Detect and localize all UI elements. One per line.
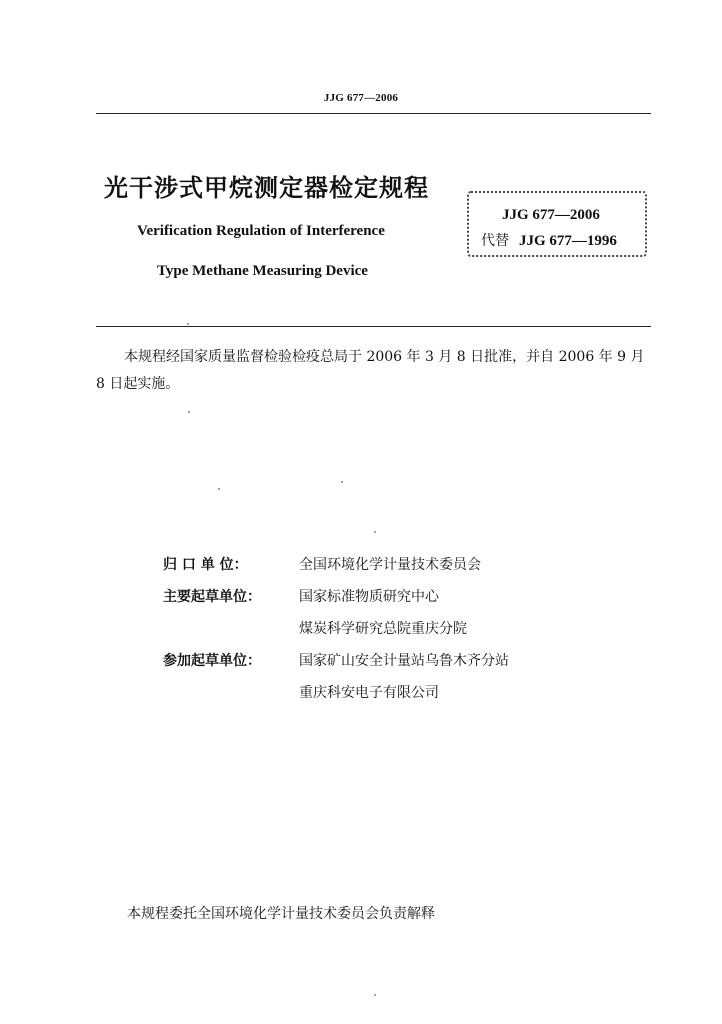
unit-row	[163, 548, 583, 580]
unit-value: 国家矿山安全计量站乌鲁木齐分站	[299, 653, 509, 669]
header-rule	[96, 113, 651, 114]
title-english-line1: Verification Regulation of Interference	[137, 223, 385, 239]
scan-speck	[218, 488, 220, 490]
standard-code: JJG 677—2006	[502, 207, 600, 223]
approval-statement: 本规程经国家质量监督检验检疫总局于 2006 年 3 月 8 日批准，并自 2006 年 9 月 8 日起实施。	[96, 349, 645, 392]
unit-row	[163, 612, 583, 644]
unit-row	[163, 644, 583, 676]
unit-label: 参加起草单位：	[163, 653, 261, 669]
scan-speck	[187, 323, 189, 325]
interpretation-note: 本规程委托全国环境化学计量技术委员会负责解释	[127, 906, 435, 922]
unit-label: 主要起草单位：	[163, 589, 261, 605]
unit-value: 国家标准物质研究中心	[299, 589, 439, 605]
scan-speck	[374, 531, 376, 533]
unit-label: 归 口 单 位：	[163, 557, 248, 573]
replaces-label: 代替	[481, 233, 509, 249]
title-english-line2: Type Methane Measuring Device	[157, 263, 368, 279]
drafting-units	[163, 548, 583, 708]
section-rule	[96, 326, 651, 327]
scan-speck	[188, 411, 190, 413]
unit-value: 煤炭科学研究总院重庆分院	[299, 621, 467, 637]
scan-speck	[341, 481, 343, 483]
running-header-code: JJG 677—2006	[323, 92, 399, 104]
replaces-line	[481, 230, 617, 250]
title-chinese: 光干涉式甲烷测定器检定规程	[104, 174, 429, 202]
unit-row	[163, 676, 583, 708]
standard-number-box	[467, 191, 647, 257]
scan-speck	[374, 994, 376, 996]
unit-value: 重庆科安电子有限公司	[299, 685, 439, 701]
unit-value: 全国环境化学计量技术委员会	[299, 557, 481, 573]
replaces-code: JJG 677—1996	[519, 233, 617, 249]
unit-row	[163, 580, 583, 612]
